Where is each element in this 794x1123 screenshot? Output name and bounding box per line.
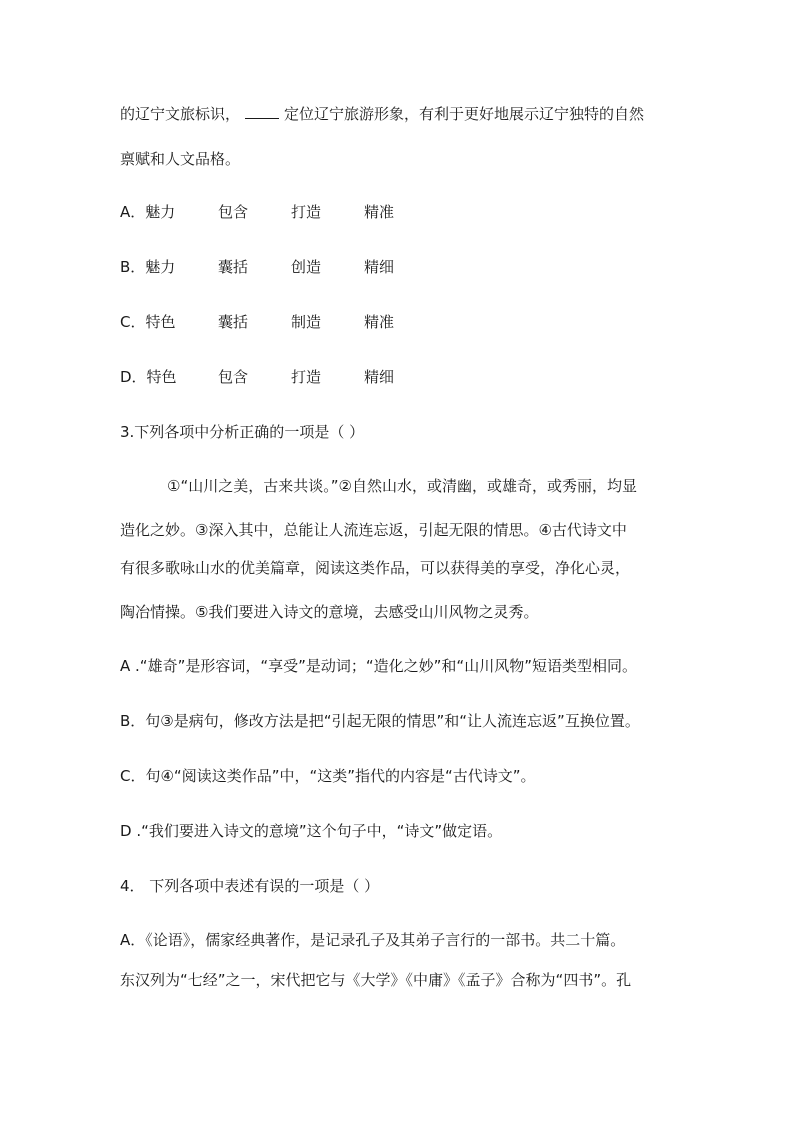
option-word-2: 打造 (291, 368, 322, 386)
option-word-1: 囊括 (218, 313, 249, 331)
answer-blank (245, 104, 279, 119)
q3-option-d: D .“我们要进入诗文的意境”这个句子中，“诗文”做定语。 (120, 822, 503, 840)
q2-text-line-1 (120, 104, 644, 124)
q3-stem: 3.下列各项中分析正确的一项是（ ） (120, 423, 365, 441)
option-word-3: 精准 (364, 203, 395, 221)
q2-option-c (120, 312, 394, 332)
option-word-1: 囊括 (218, 258, 249, 276)
option-label: D．特色 (120, 368, 177, 386)
q3-option-a: A .“雄奇”是形容词，“享受”是动词；“造化之妙”和“山川风物”短语类型相同。 (120, 657, 637, 675)
option-word-2: 制造 (291, 313, 322, 331)
q4-option-a-line: A．《论语》，儒家经典著作，是记录孔子及其弟子言行的一部书。共二十篇。 (120, 931, 626, 949)
option-label: A．魅力 (120, 203, 176, 221)
option-word-3: 精准 (364, 313, 395, 331)
q4-stem: 4． 下列各项中表述有误的一项是（ ） (120, 877, 380, 895)
q3-passage-line: 造化之妙。③深入其中，总能让人流连忘返，引起无限的情思。④古代诗文中 (120, 521, 627, 539)
q2-text-before-blank: 的辽宁文旅标识， (120, 105, 241, 123)
q2-option-d (120, 367, 394, 387)
q3-passage-line: 有很多歌咏山水的优美篇章，阅读这类作品，可以获得美的享受，净化心灵， (120, 559, 631, 577)
q3-passage-line: ①“山川之美，古来共谈。”②自然山水，或清幽，或雄奇，或秀丽，均显 (167, 477, 637, 495)
q3-option-b: B．句③是病句，修改方法是把“引起无限的情思”和“让人流连忘返”互换位置。 (120, 712, 640, 730)
q3-option-c: C．句④“阅读这类作品”中，“这类”指代的内容是“古代诗文”。 (120, 767, 536, 785)
option-word-1: 包含 (218, 368, 249, 386)
q4-option-a-line: 东汉列为“七经”之一，宋代把它与《大学》《中庸》《孟子》合称为“四书”。孔 (120, 971, 632, 989)
q2-text-after-blank: 定位辽宁旅游形象，有利于更好地展示辽宁独特的自然 (284, 105, 645, 123)
option-label: B．魅力 (120, 258, 176, 276)
q2-option-a (120, 202, 394, 222)
option-word-3: 精细 (364, 258, 395, 276)
q2-text-line-2: 禀赋和人文品格。 (120, 150, 241, 168)
q3-passage-line: 陶冶情操。⑤我们要进入诗文的意境，去感受山川风物之灵秀。 (120, 603, 539, 621)
option-word-2: 创造 (291, 258, 322, 276)
q2-option-b (120, 257, 394, 277)
option-label: C．特色 (120, 313, 176, 331)
option-word-3: 精细 (364, 368, 395, 386)
option-word-1: 包含 (218, 203, 249, 221)
option-word-2: 打造 (291, 203, 322, 221)
